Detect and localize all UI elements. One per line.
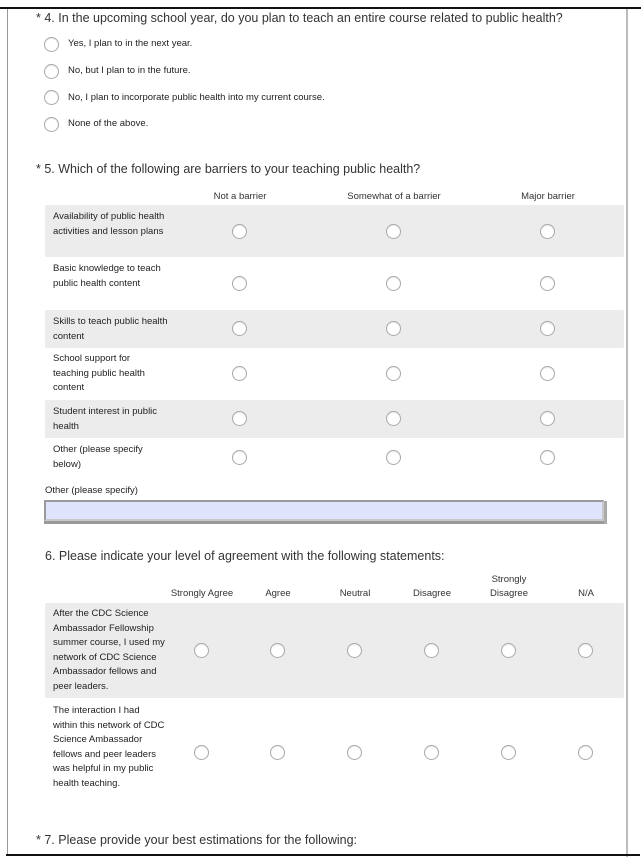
- radio-not-a-barrier[interactable]: [232, 276, 247, 291]
- column-header-strongly-agree: Strongly Agree: [170, 588, 234, 599]
- radio-major-barrier[interactable]: [540, 411, 555, 426]
- radio-button[interactable]: [44, 117, 59, 132]
- row-label: School support for teaching public health content: [53, 353, 145, 393]
- radio-somewhat-of-a-barrier[interactable]: [386, 450, 401, 465]
- required-marker: *: [36, 833, 41, 847]
- radio-strongly-agree[interactable]: [194, 745, 209, 760]
- column-header-neutral: Neutral: [339, 588, 371, 599]
- radio-neutral[interactable]: [347, 745, 362, 760]
- column-header-disagree: Disagree: [412, 588, 452, 599]
- row-label: The interaction I had within this network of CDC Science Ambassador fellows and peer leaders was helpful in my public health teaching.: [53, 705, 165, 789]
- question-6-text: 6. Please indicate your level of agreement with the following statements:: [45, 549, 445, 563]
- radio-neutral[interactable]: [347, 643, 362, 658]
- radio-button[interactable]: [44, 37, 59, 52]
- radio-not-a-barrier[interactable]: [232, 411, 247, 426]
- radio-not-a-barrier[interactable]: [232, 224, 247, 239]
- radio-not-a-barrier[interactable]: [232, 366, 247, 381]
- radio-somewhat-of-a-barrier[interactable]: [386, 411, 401, 426]
- radio-somewhat-of-a-barrier[interactable]: [386, 224, 401, 239]
- radio-na[interactable]: [578, 745, 593, 760]
- radio-disagree[interactable]: [424, 643, 439, 658]
- radio-major-barrier[interactable]: [540, 224, 555, 239]
- row-label: Other (please specify below): [53, 444, 143, 470]
- right-scroll-edge: [626, 9, 628, 857]
- radio-not-a-barrier[interactable]: [232, 450, 247, 465]
- column-header-strongly-disagree: Strongly Disagree: [489, 574, 529, 599]
- question-5-text: 5. Which of the following are barriers to your teaching public health?: [44, 162, 421, 176]
- radio-agree[interactable]: [270, 643, 285, 658]
- row-label: Basic knowledge to teach public health content: [53, 263, 161, 289]
- radio-agree[interactable]: [270, 745, 285, 760]
- question-5-title: [36, 162, 420, 176]
- radio-disagree[interactable]: [424, 745, 439, 760]
- left-border: [7, 9, 8, 854]
- input-shadow: [604, 501, 607, 524]
- radio-strongly-disagree[interactable]: [501, 745, 516, 760]
- radio-major-barrier[interactable]: [540, 321, 555, 336]
- option-label[interactable]: None of the above.: [68, 118, 149, 129]
- required-marker: *: [36, 11, 41, 25]
- question-6-title: [45, 549, 445, 563]
- option-label[interactable]: No, I plan to incorporate public health into my current course.: [68, 92, 325, 103]
- radio-button[interactable]: [44, 90, 59, 105]
- radio-somewhat-of-a-barrier[interactable]: [386, 321, 401, 336]
- question-7-title: [36, 833, 357, 847]
- radio-somewhat-of-a-barrier[interactable]: [386, 276, 401, 291]
- column-header-agree: Agree: [265, 588, 291, 599]
- input-shadow: [44, 521, 607, 524]
- bottom-rule: [6, 854, 640, 856]
- question-4-text: 4. In the upcoming school year, do you plan to teach an entire course related to public health?: [44, 11, 563, 25]
- row-label: After the CDC Science Ambassador Fellowship summer course, I used my network of CDC Science Ambassador fellows and peer leaders.: [53, 608, 165, 692]
- required-marker: *: [36, 162, 41, 176]
- radio-button[interactable]: [44, 64, 59, 79]
- column-header-not-a-barrier: Not a barrier: [213, 191, 267, 202]
- radio-not-a-barrier[interactable]: [232, 321, 247, 336]
- radio-strongly-agree[interactable]: [194, 643, 209, 658]
- other-specify-label: Other (please specify): [45, 485, 138, 496]
- row-label: Availability of public health activities and lesson plans: [53, 211, 165, 237]
- row-label: Skills to teach public health content: [53, 316, 168, 342]
- option-label[interactable]: Yes, I plan to in the next year.: [68, 38, 193, 49]
- question-4-title: [36, 11, 563, 25]
- row-label: Student interest in public health: [53, 406, 158, 432]
- radio-na[interactable]: [578, 643, 593, 658]
- column-header-major-barrier: Major barrier: [521, 191, 575, 202]
- top-rule: [0, 7, 641, 9]
- radio-strongly-disagree[interactable]: [501, 643, 516, 658]
- question-7-text: 7. Please provide your best estimations for the following:: [44, 833, 358, 847]
- radio-somewhat-of-a-barrier[interactable]: [386, 366, 401, 381]
- radio-major-barrier[interactable]: [540, 276, 555, 291]
- option-label[interactable]: No, but I plan to in the future.: [68, 65, 191, 76]
- other-specify-input[interactable]: [44, 500, 604, 521]
- column-header-na: N/A: [578, 588, 594, 599]
- radio-major-barrier[interactable]: [540, 366, 555, 381]
- radio-major-barrier[interactable]: [540, 450, 555, 465]
- column-header-somewhat-of-a-barrier: Somewhat of a barrier: [347, 191, 441, 202]
